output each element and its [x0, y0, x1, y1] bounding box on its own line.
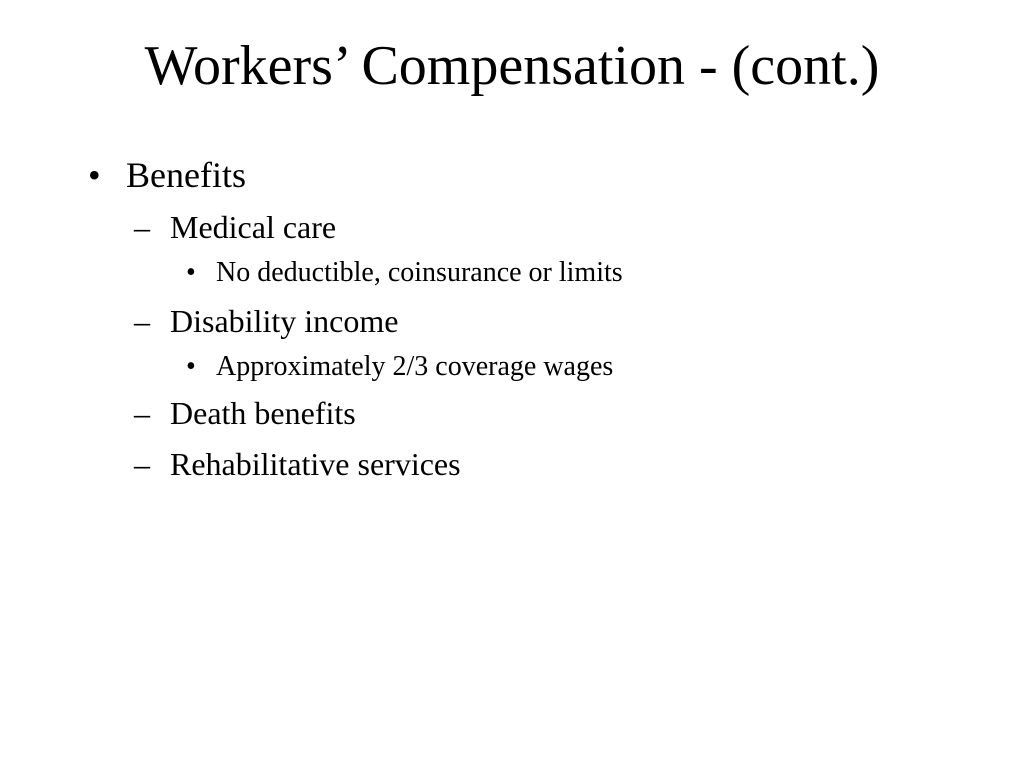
slide-title: Workers’ Compensation - (cont.) [144, 35, 880, 97]
dash-marker: – [134, 209, 150, 245]
bullet-text: Disability income [170, 303, 399, 339]
bullet-text: Death benefits [170, 395, 356, 431]
bullet-text: Medical care [170, 209, 337, 245]
dash-marker: – [134, 446, 150, 482]
dash-marker: – [134, 395, 150, 431]
bullet-marker: • [186, 351, 196, 382]
bullet-text: Approximately 2/3 coverage wages [216, 351, 614, 382]
bullet-text: Rehabilitative services [170, 446, 461, 482]
bullet-text: Benefits [126, 155, 246, 195]
bullet-marker: • [88, 155, 101, 195]
bullet-marker: • [186, 257, 196, 288]
bullet-text: No deductible, coinsurance or limits [216, 257, 623, 288]
dash-marker: – [134, 303, 150, 339]
